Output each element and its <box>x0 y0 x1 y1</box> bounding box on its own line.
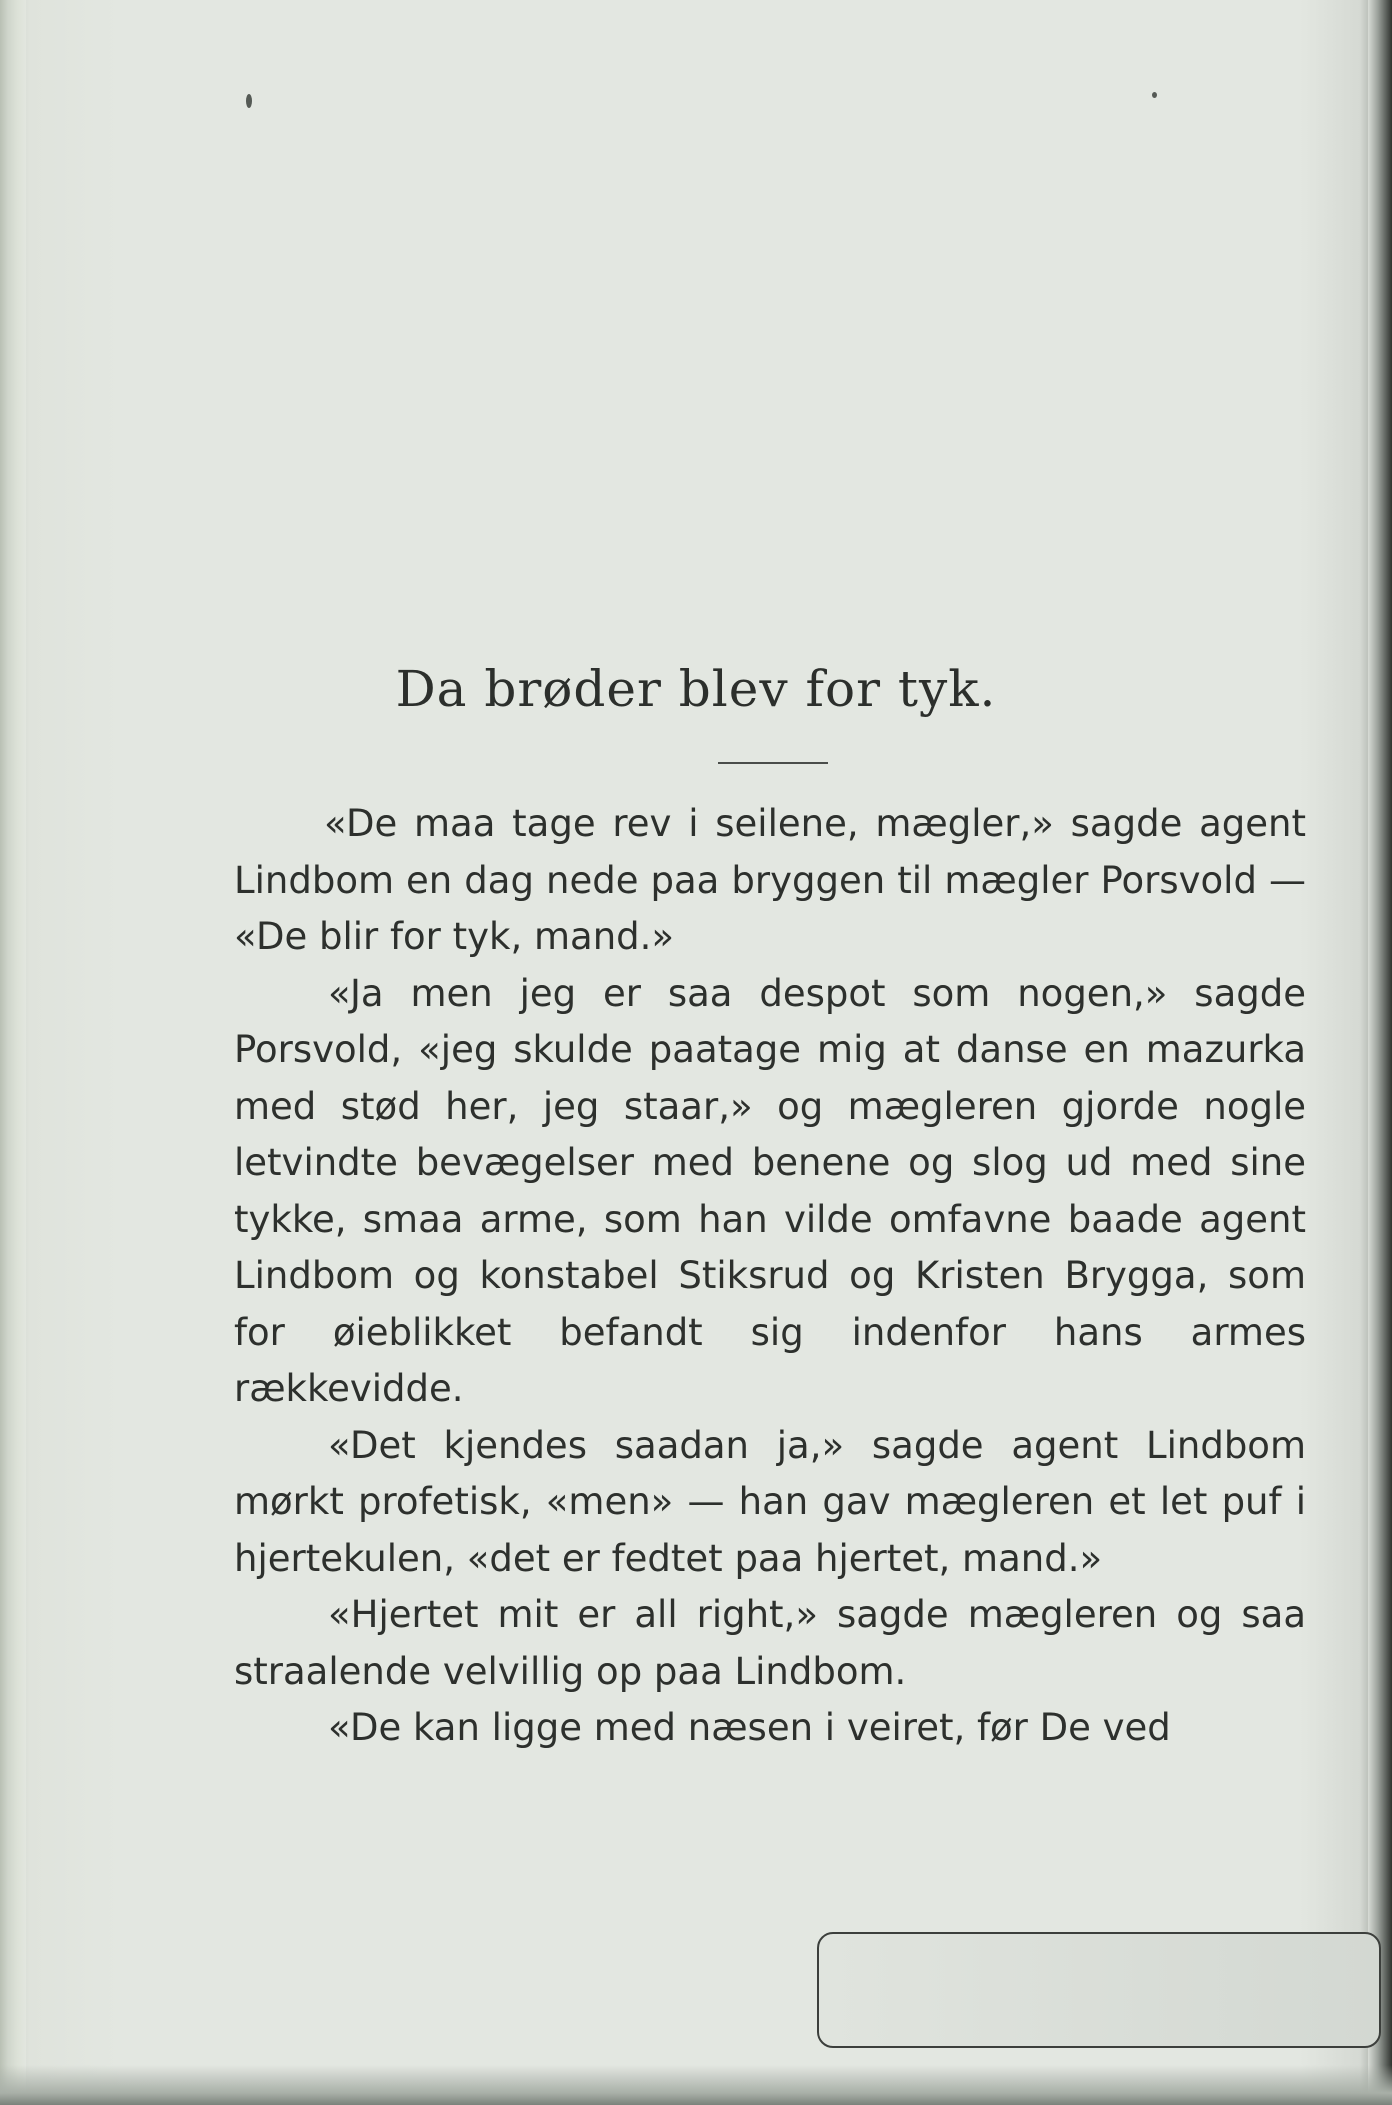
story-title: Da brøder blev for tyk. <box>395 660 997 718</box>
ink-speck <box>1152 92 1157 98</box>
paragraph: «De maa tage rev i seilene, mægler,» sagde agent Lindbom en dag nede paa bryggen til mægler Porsvold — «De blir for tyk, mand.» <box>234 802 1306 958</box>
page-bottom-edge <box>0 2065 1392 2105</box>
page-right-edge <box>1368 0 1392 2105</box>
paragraph: «Det kjendes saadan ja,» sagde agent Lindbom mørkt profetisk, «men» — han gav mægleren et let puf i hjertekulen, «det er fedtet paa hjertet, mand.» <box>234 1423 1306 1580</box>
ink-speck <box>246 94 252 108</box>
paragraph: «Ja men jeg er saa despot som nogen,» sagde Porsvold, «jeg skulde paatage mig at danse en mazurka med stød her, jeg staar,» og mægleren gjorde nogle letvindte bevægelser med benene og slog ud med sine tykke, smaa arme, som han vilde omfavne baade agent Lindbom og konstabel Stiksrud og Kristen Brygga, som for øieblikket befandt sig indenfor hans armes rækkevidde. <box>234 971 1306 1410</box>
page-left-edge <box>0 0 26 2105</box>
title-rule <box>718 762 828 764</box>
story-text <box>234 796 1306 1757</box>
paragraph: «De kan ligge med næsen i veiret, før De ved <box>328 1706 1171 1749</box>
blank-label-box <box>817 1932 1381 2048</box>
paragraph: «Hjertet mit er all right,» sagde mægleren og saa straalende velvillig op paa Lindbom. <box>234 1593 1306 1693</box>
